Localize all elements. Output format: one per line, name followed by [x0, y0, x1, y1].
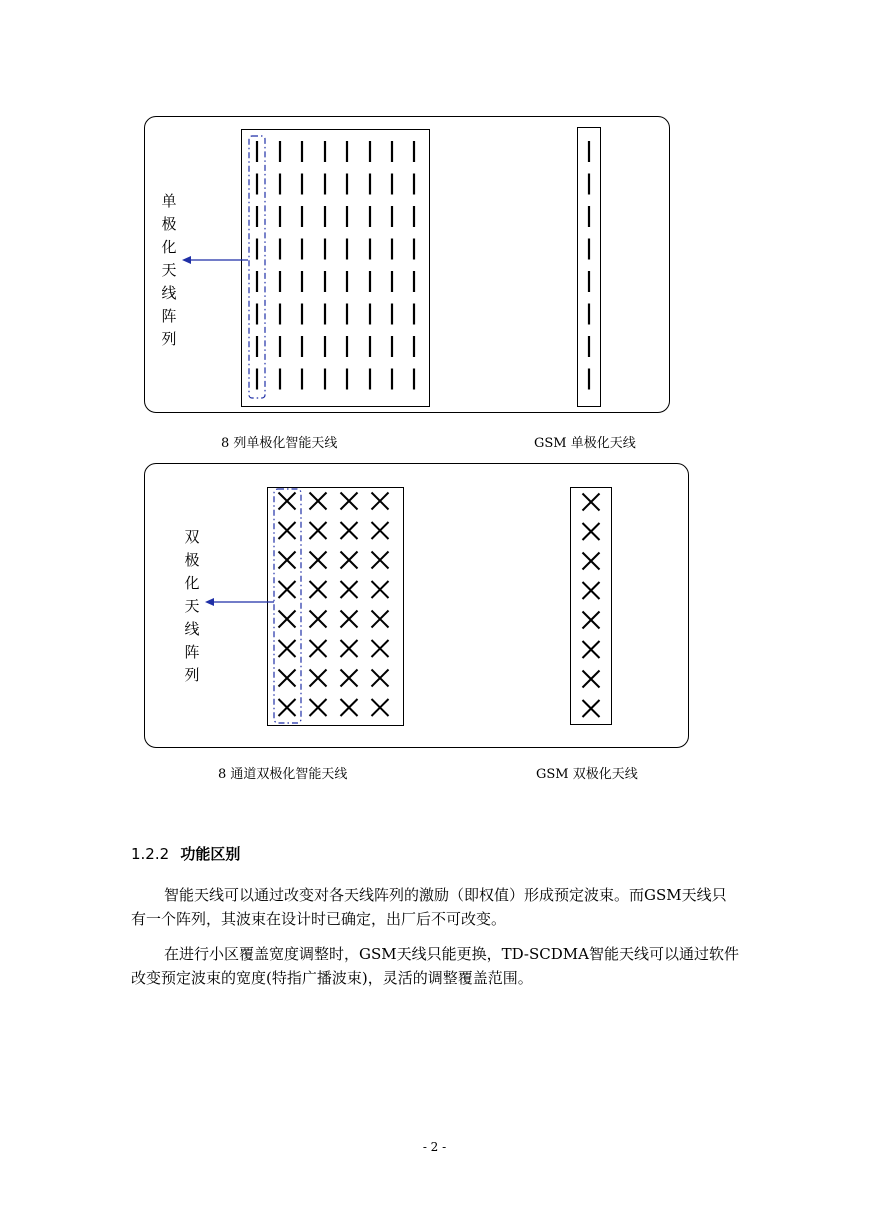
section-number: 1.2.2: [131, 845, 170, 863]
pointer-arrowhead: [182, 256, 191, 264]
section-title: 功能区别: [180, 845, 241, 863]
page-number: - 2 -: [422, 1140, 447, 1154]
single-pol-array-label-text: 单极化天线阵列: [161, 192, 177, 348]
fig1-left-caption: 8 列单极化智能天线: [221, 436, 338, 451]
paragraph-2: 在进行小区覆盖宽度调整时，GSM天线只能更换，TD-SCDMA智能天线可以通过软件改变预定波束的宽度(特指广播波束)，灵活的调整覆盖范围。: [131, 945, 739, 987]
section-heading: [131, 843, 240, 864]
fig2-left-caption: 8 通道双极化智能天线: [218, 767, 348, 782]
pointer-arrowhead: [205, 598, 214, 606]
dual-pol-array-label-text: 双极化天线阵列: [184, 528, 200, 684]
paragraph-1: 智能天线可以通过改变对各天线阵列的激励（即权值）形成预定波束。而GSM天线只有一个阵列，其波束在设计时已确定，出厂后不可改变。: [131, 886, 727, 928]
fig1-right-caption: GSM 单极化天线: [534, 436, 636, 451]
fig2-right-caption: GSM 双极化天线: [536, 767, 638, 782]
column-highlight: [274, 489, 301, 723]
